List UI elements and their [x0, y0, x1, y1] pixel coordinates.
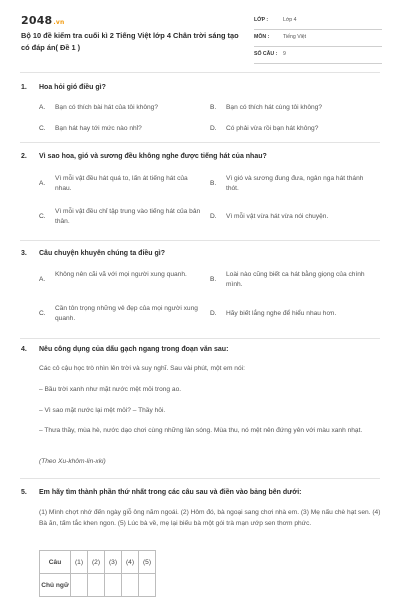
table-row: [40, 574, 156, 597]
question-number: 2.: [21, 153, 27, 160]
meta-value: Tiếng Việt: [283, 34, 307, 40]
table-header-cell: (4): [122, 551, 139, 574]
table-answer-cell[interactable]: [105, 574, 122, 597]
divider: [20, 338, 380, 339]
table-header-cell: (3): [105, 551, 122, 574]
table-row-label: Chủ ngữ: [40, 574, 71, 597]
meta-value: 9: [283, 51, 286, 57]
table-answer-cell[interactable]: [139, 574, 156, 597]
site-logo-suffix: .vn: [53, 19, 65, 26]
table-answer-cell[interactable]: [122, 574, 139, 597]
question-number: 4.: [21, 346, 27, 353]
question-number: 3.: [21, 250, 27, 257]
table-row-label: Câu: [40, 551, 71, 574]
question-text: Hoa hỏi gió điều gì?: [39, 84, 106, 91]
divider: [20, 72, 380, 73]
table-header-cell: (1): [71, 551, 88, 574]
exercise-paragraph: (1) Mình chợt nhớ đến ngày giỗ ông năm ngoái. (2) Hôm đó, bà ngoại sang chơi nhà em. (3) Mẹ nấu chè hạt sen. (4) Bà ăn, tấm tắc khen ngon. (5) Lúc bà về, mẹ lại biếu bà một gói trà mạn ướp sen thơm phức.: [39, 509, 381, 527]
table-answer-cell[interactable]: [88, 574, 105, 597]
divider: [20, 240, 380, 241]
question-heading: [21, 249, 165, 259]
divider: [20, 142, 380, 143]
meta-key: SỐ CÂU :: [254, 51, 278, 57]
table-header-cell: (5): [139, 551, 156, 574]
meta-row-class: [254, 14, 382, 30]
meta-key: LỚP :: [254, 17, 269, 23]
divider: [20, 478, 380, 479]
document-page: 2048.vn Bộ 10 đề kiểm tra cuối kì 2 Tiếng Việt lớp 4 Chân trời sáng tạo có đáp án( Đề 1 ) LỚP : Lớp 4 MÔN : Tiếng Việt SỐ CÂU : 9 1. Hoa hỏi gió điều gì? A. Bạn có thích bài hát của tôi không? B. Bạn có thích hát cùng tôi không? C. Bạn hát hay tới mức nào nhỉ? D. Có phải vừa rồi bạn hát không? 2. Vì sao hoa, gió và sương đều không nghe được tiếng hát của nhau? A. Vì mỗi vật đều hát quá to, lấn át tiếng hát của nhau. B. Vì gió và sương đung đưa, ngân nga hát thánh thót. C. Vì mỗi vật đều chỉ tập trung vào tiếng hát của bản thân. D. Vì mỗi vật vừa hát vừa nói chuyện. 3. Câu chuyện khuyên chúng ta điều gì? A. Không nên cãi vã với mọi người xung quanh. B. Loài nào cũng biết ca hát bằng giọng của chính mình. C. Cần tôn trọng những vẻ đẹp của mọi người xung quanh. D. Hãy biết lắng nghe để hiểu nhau hơn. 4. Nêu công dụng của dấu gạch ngang trong đoạn văn sau: Các cô cậu học trò nhìn lên trời và suy nghĩ. Sau vài phút, một em nói: – Bầu trời xanh như mặt nước mệt mỏi trong ao. – Vì sao mặt nước lại mệt mỏi? – Thầy hỏi. – Thưa thầy, mùa hè, nước dạo chơi cùng những làn sóng. Mùa thu, nó mệt nên đứng yên với màu xanh nhạt. (Theo Xu-khôm-lin-xki) 5. Em hãy tìm thành phần thứ nhất trong các câu sau và điền vào bảng bên dưới: (1) Mình chợt nhớ đến ngày giỗ ông năm ngoái. (2) Hôm đó, bà ngoại sang chơi nhà em. (3) Mẹ nấu chè hạt sen. (4) Bà ăn, tấm tắc khen ngon. (5) Lúc bà về, mẹ lại biếu bà một gói trà mạn ướp sen thơm phức. Câu (1) (2) (3) (4) (5) Chủ ngữ: [0, 0, 400, 600]
table-row: [40, 551, 156, 574]
question-heading: [21, 83, 106, 93]
question-number: 5.: [21, 489, 27, 496]
table-answer-cell[interactable]: [71, 574, 88, 597]
meta-key: MÔN :: [254, 34, 270, 40]
document-meta: [254, 14, 382, 65]
passage-line: Các cô cậu học trò nhìn lên trời và suy nghĩ. Sau vài phút, một em nói:: [39, 365, 245, 372]
meta-row-count: [254, 48, 382, 64]
question-heading: [21, 345, 228, 355]
question-number: 1.: [21, 84, 27, 91]
question-heading: [21, 488, 301, 498]
answer-table: [39, 550, 156, 597]
passage-source: (Theo Xu-khôm-lin-xki): [39, 458, 106, 465]
question-text: Câu chuyện khuyên chúng ta điều gì?: [39, 250, 166, 257]
question-text: Nêu công dụng của dấu gạch ngang trong đoạn văn sau:: [39, 346, 229, 353]
document-header: [0, 0, 400, 62]
question-text: Vì sao hoa, gió và sương đều không nghe được tiếng hát của nhau?: [39, 153, 267, 160]
passage-line: – Bầu trời xanh như mặt nước mệt mỏi trong ao.: [39, 386, 182, 393]
passage-line: – Vì sao mặt nước lại mệt mỏi? – Thầy hỏi.: [39, 407, 166, 414]
passage-line: – Thưa thầy, mùa hè, nước dạo chơi cùng những làn sóng. Mùa thu, nó mệt nên đứng yên với màu xanh nhạt.: [39, 427, 363, 434]
table-header-cell: (2): [88, 551, 105, 574]
question-text: Em hãy tìm thành phần thứ nhất trong các câu sau và điền vào bảng bên dưới:: [39, 489, 302, 496]
question-heading: [21, 152, 267, 162]
meta-row-subject: [254, 31, 382, 47]
document-title: Bộ 10 đề kiểm tra cuối kì 2 Tiếng Việt lớp 4 Chân trời sáng tạo có đáp án( Đề 1 ): [21, 31, 239, 52]
meta-value: Lớp 4: [283, 17, 297, 23]
site-logo[interactable]: 2048.vn: [21, 14, 65, 27]
